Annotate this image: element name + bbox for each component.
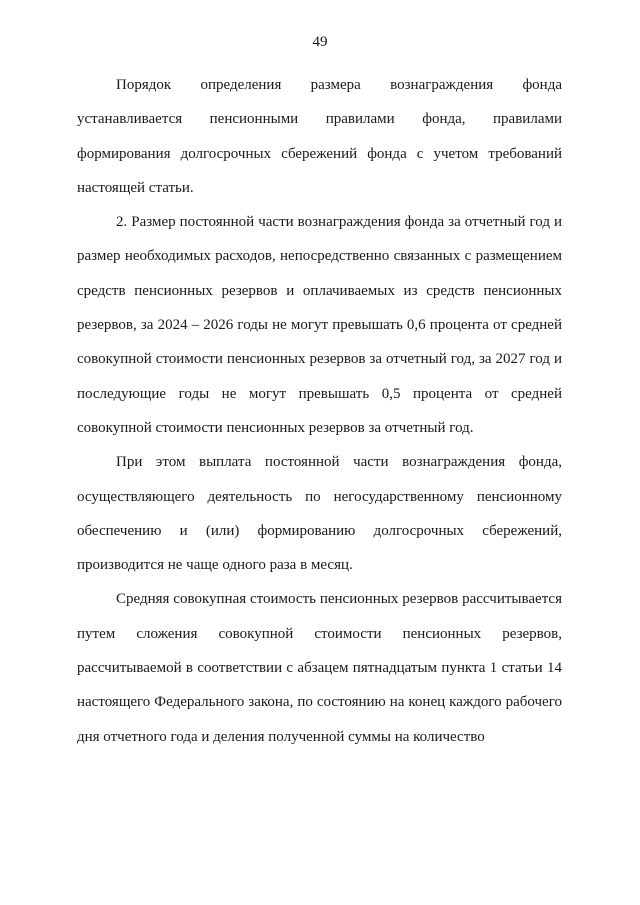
document-body: [77, 68, 562, 754]
paragraph-3: При этом выплата постоянной части вознаграждения фонда, осуществляющего деятельность по негосударственному пенсионному обеспечению и (или) формированию долгосрочных сбережений, производится не чаще одного раза в месяц.: [77, 454, 562, 574]
paragraph-2: 2. Размер постоянной части вознаграждения фонда за отчетный год и размер необходимых расходов, непосредственно связанных с размещением средств пенсионных резервов и оплачиваемых из средств пенсионных резервов, за 2024 – 2026 годы не могут превышать 0,6 процента от средней совокупной стоимости пенсионных резервов за отчетный год, за 2027 год и последующие годы не могут превышать 0,5 процента от средней совокупной стоимости пенсионных резервов за отчетный год.: [77, 214, 562, 436]
page-number: 49: [312, 34, 328, 50]
paragraph-4: Средняя совокупная стоимость пенсионных резервов рассчитывается путем сложения совокупной стоимости пенсионных резервов, рассчитываемой в соответствии с абзацем пятнадцатым пункта 1 статьи 14 настоящего Федерального закона, по состоянию на конец каждого рабочего дня отчетного года и деления полученной суммы на количество: [77, 591, 562, 745]
paragraph-1: Порядок определения размера вознаграждения фонда устанавливается пенсионными правилами фонда, правилами формирования долгосрочных сбережений фонда с учетом требований настоящей статьи.: [77, 77, 562, 196]
